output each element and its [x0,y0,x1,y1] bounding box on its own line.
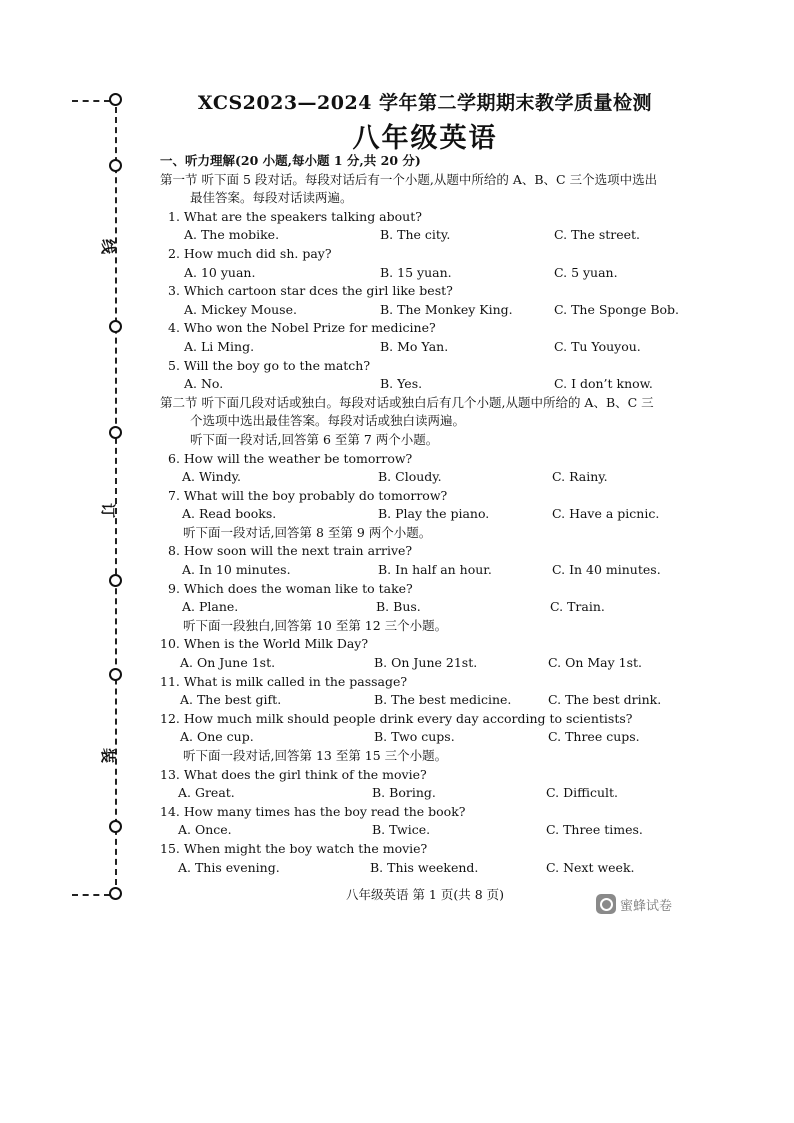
page-footer: 八年级英语 第 1 页(共 8 页) [345,887,505,902]
option-a: A. Li Ming. [184,338,255,354]
option-c: C. Three times. [546,822,643,838]
option-b: B. The city. [380,227,451,243]
option-a: A. Once. [178,822,232,838]
option-b: B. Boring. [372,785,436,801]
question-stem: 14. How many times has the boy read the book? [160,803,466,819]
question-options [160,468,700,487]
binding-ring-icon [109,320,122,333]
option-c: C. Have a picnic. [552,506,660,522]
watermark-text: 蜜蜂试卷 [620,898,673,914]
question-stem: 12. How much milk should people drink every day according to scientists? [160,710,633,726]
option-c: C. Three cups. [548,729,640,745]
question-stem: 15. When might the boy watch the movie? [160,840,428,856]
question-stem: 7. What will the boy probably do tomorrow? [168,487,448,503]
option-b: B. In half an hour. [378,562,492,578]
question-stem: 13. What does the girl think of the movie? [160,766,427,782]
question-options [160,784,700,803]
option-a: A. Windy. [182,469,242,485]
binding-ring-icon [109,668,122,681]
binding-ring-icon [109,820,122,833]
option-b: B. Mo Yan. [380,338,449,354]
option-c: C. I don’t know. [554,376,653,392]
binding-ring-icon [109,426,122,439]
listening-instruction: 听下面一段对话,回答第 6 至第 7 两个小题。 [190,431,439,447]
question-options [160,561,700,580]
option-c: C. The Sponge Bob. [554,301,680,317]
part1-heading: 一、听力理解(20 小题,每小题 1 分,共 20 分) [160,153,421,168]
option-c: C. 5 yuan. [554,264,618,280]
option-a: A. Plane. [182,599,239,615]
option-b: B. Cloudy. [378,469,442,485]
option-c: C. On May 1st. [548,655,642,671]
section2-instruction: 第二节 听下面几段对话或独白。每段对话或独白后有几个小题,从题中所给的 A、B、C 三 [160,394,654,410]
binding-margin [0,0,140,1123]
question-stem: 8. How soon will the next train arrive? [168,543,413,559]
option-a: A. 10 yuan. [184,264,256,280]
option-c: C. Rainy. [552,469,608,485]
option-b: B. Bus. [376,599,421,615]
question-stem: 1. What are the speakers talking about? [168,208,422,224]
question-stem: 5. Will the boy go to the match? [168,357,371,373]
option-b: B. Two cups. [374,729,455,745]
question-options [160,821,700,840]
option-b: B. Twice. [372,822,431,838]
question-options [160,338,700,357]
option-b: B. On June 21st. [374,655,478,671]
section1-instruction-cont: 最佳答案。每段对话读两遍。 [190,190,353,206]
binding-label-ding: 订 [99,502,118,519]
option-b: B. 15 yuan. [380,264,452,280]
question-options [160,226,700,245]
listening-instruction: 听下面一段对话,回答第 13 至第 15 三个小题。 [183,748,448,763]
option-c: C. In 40 minutes. [552,562,661,578]
question-options [160,654,700,673]
question-options [160,598,700,617]
option-c: C. Train. [550,599,605,615]
option-b: B. This weekend. [370,859,479,875]
option-a: A. Read books. [182,506,277,522]
option-a: A. The mobike. [184,227,280,243]
option-c: C. Next week. [546,859,635,875]
option-c: C. Difficult. [546,785,619,801]
binding-label-zhuang: 装 [99,747,118,764]
question-options [160,301,700,320]
section2-instruction-cont: 个选项中选出最佳答案。每段对话或独白读两遍。 [190,413,466,429]
question-stem: 6. How will the weather be tomorrow? [168,450,413,466]
option-b: B. The Monkey King. [380,301,513,317]
question-stem: 9. Which does the woman like to take? [168,580,413,596]
option-b: B. Yes. [380,376,423,392]
option-a: A. This evening. [178,859,280,875]
question-options [160,691,700,710]
option-c: C. The best drink. [548,692,662,708]
listening-instruction: 听下面一段对话,回答第 8 至第 9 两个小题。 [183,524,432,540]
binding-label-xian: 线 [99,238,118,255]
exam-body [160,152,700,877]
question-stem: 3. Which cartoon star dces the girl like best? [168,283,453,299]
watermark [596,894,672,914]
binding-ring-icon [109,574,122,587]
option-a: A. In 10 minutes. [182,562,291,578]
q-logo-icon [596,894,616,914]
question-options [160,859,700,878]
option-a: A. Great. [178,785,235,801]
question-options [160,505,700,524]
question-stem: 4. Who won the Nobel Prize for medicine? [168,320,436,336]
binding-ring-icon [109,159,122,172]
option-c: C. Tu Youyou. [554,338,641,354]
exam-subtitle: 八年级英语 [352,123,498,154]
exam-title: XCS2023—2024 学年第二学期期末教学质量检测 [197,92,653,114]
option-a: A. On June 1st. [180,655,276,671]
question-stem: 2. How much did sh. pay? [168,245,332,261]
option-a: A. No. [184,376,224,392]
question-options [160,728,700,747]
section1-instruction: 第一节 听下面 5 段对话。每段对话后有一个小题,从题中所给的 A、B、C 三个选项中选出 [160,171,658,187]
option-a: A. One cup. [180,729,254,745]
question-stem: 11. What is milk called in the passage? [160,673,408,689]
option-a: A. The best gift. [180,692,282,708]
option-c: C. The street. [554,227,641,243]
binding-dashed-line [115,97,117,895]
option-a: A. Mickey Mouse. [184,301,297,317]
question-options [160,375,700,394]
question-stem: 10. When is the World Milk Day? [160,636,369,652]
listening-instruction: 听下面一段独白,回答第 10 至第 12 三个小题。 [183,617,448,633]
option-b: B. The best medicine. [374,692,512,708]
option-b: B. Play the piano. [378,506,490,522]
question-options [160,264,700,283]
